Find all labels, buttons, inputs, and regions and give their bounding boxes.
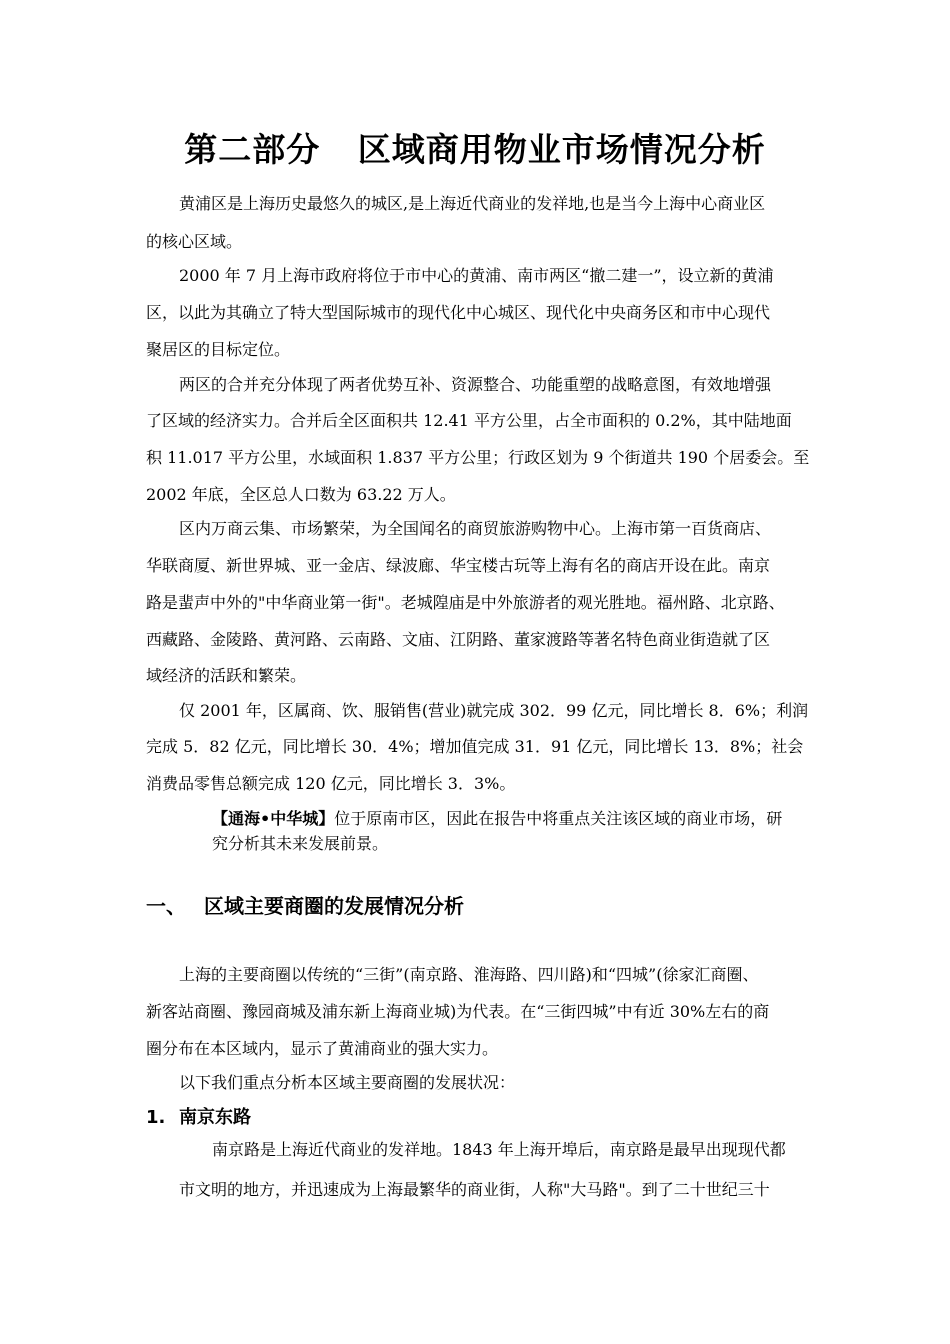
paragraph-line: 的核心区域。 [146, 232, 243, 251]
paragraph-line: 2002 年底，全区总人口数为 63.22 万人。 [146, 485, 456, 504]
paragraph-line: 路是蜚声中外的"中华商业第一街"。老城隍庙是中外旅游者的观光胜地。福州路、北京路、 [146, 593, 785, 612]
paragraph-line: 以下我们重点分析本区域主要商圈的发展状况： [179, 1073, 516, 1092]
paragraph-line: 域经济的活跃和繁荣。 [146, 666, 307, 685]
highlight-project-name: 【通海•中华城】 [212, 809, 335, 828]
paragraph-line: 聚居区的目标定位。 [146, 340, 291, 359]
paragraph-line: 积 11.017 平方公里，水域面积 1.837 平方公里；行政区划为 9 个街道共 190 个居委会。至 [146, 448, 810, 467]
paragraph-line: 区内万商云集、市场繁荣，为全国闻名的商贸旅游购物中心。上海市第一百货商店、 [179, 519, 772, 538]
paragraph-line: 消费品零售总额完成 120 亿元，同比增长 3．3%。 [146, 774, 516, 793]
paragraph-line: 上海的主要商圈以传统的“三街”(南京路、淮海路、四川路)和“四城”(徐家汇商圈、 [179, 965, 759, 984]
paragraph-line: 西藏路、金陵路、黄河路、云南路、文庙、江阴路、董家渡路等著名特色商业街造就了区 [146, 630, 771, 649]
paragraph-line: 区，以此为其确立了特大型国际城市的现代化中心城区、现代化中央商务区和市中心现代 [146, 303, 771, 322]
paragraph-line: 市文明的地方，并迅速成为上海最繁华的商业街，人称"大马路"。到了二十世纪三十 [179, 1180, 770, 1199]
paragraph-line: 华联商厦、新世界城、亚一金店、绿波廊、华宝楼古玩等上海有名的商店开设在此。南京 [146, 556, 771, 575]
paragraph-line: 2000 年 7 月上海市政府将位于市中心的黄浦、南市两区“撤二建一”，设立新的黄浦 [179, 266, 774, 285]
paragraph-line: 新客站商圈、豫园商城及浦东新上海商业城)为代表。在“三街四城”中有近 30%左右的商 [146, 1002, 770, 1021]
paragraph-line: 完成 5．82 亿元，同比增长 30．4%；增加值完成 31．91 亿元，同比增长 13．8%；社会 [146, 737, 804, 756]
subsection-title: 南京东路 [179, 1107, 251, 1128]
subsection-heading [146, 1103, 251, 1129]
paragraph-line: 圈分布在本区域内，显示了黄浦商业的强大实力。 [146, 1039, 499, 1058]
section-heading [146, 890, 464, 919]
page-title: 第二部分 区域商用物业市场情况分析 [184, 130, 766, 169]
paragraph-line: 两区的合并充分体现了两者优势互补、资源整合、功能重塑的战略意图，有效地增强 [179, 375, 772, 394]
paragraph-line: 究分析其未来发展前景。 [212, 834, 389, 853]
section-number: 一、 [146, 894, 186, 918]
paragraph-line: 仅 2001 年，区属商、饮、服销售(营业)就完成 302．99 亿元，同比增长 8．6%；利润 [179, 701, 809, 720]
paragraph-line: 了区域的经济实力。合并后全区面积共 12.41 平方公里，占全市面积的 0.2%，其中陆地面 [146, 411, 792, 430]
paragraph-text: 位于原南市区，因此在报告中将重点关注该区域的商业市场，研 [334, 809, 783, 828]
paragraph-line [212, 809, 782, 829]
paragraph-line: 黄浦区是上海历史最悠久的城区,是上海近代商业的发祥地,也是当今上海中心商业区 [179, 194, 766, 213]
paragraph-line: 南京路是上海近代商业的发祥地。1843 年上海开埠后，南京路是最早出现现代都 [212, 1140, 786, 1159]
section-title: 区域主要商圈的发展情况分析 [204, 894, 464, 918]
subsection-number: 1. [146, 1107, 166, 1128]
